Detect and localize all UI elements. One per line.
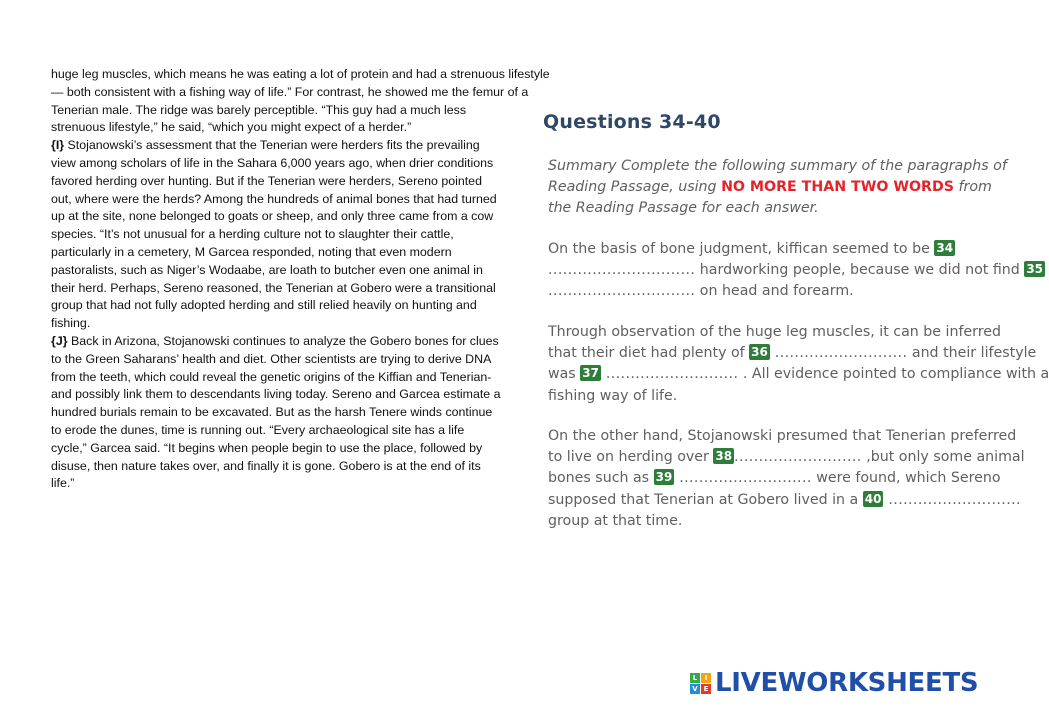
passage-text: favored herding over hunting. But if the Tenerian were herders, Sereno pointed bbox=[51, 173, 482, 188]
summary-text: hardworking people, because we did not find bbox=[695, 262, 1025, 279]
passage-text: and possibly link them to descendants living today. Sereno and Garcea estimate a bbox=[51, 387, 501, 402]
answer-blank-40[interactable]: ........................... bbox=[883, 491, 1021, 508]
questions-title: Questions 34-40 bbox=[543, 111, 721, 133]
passage-text: fishing. bbox=[51, 316, 91, 331]
passage-line bbox=[51, 297, 581, 315]
passage-text: their herd. Perhaps, Sereno reasoned, the Tenerian at Gobero were a transitional bbox=[51, 280, 496, 295]
summary-text: ,but only some animal bbox=[861, 449, 1025, 466]
summary-line bbox=[548, 239, 999, 260]
passage-line bbox=[51, 262, 581, 280]
passage-line bbox=[51, 280, 581, 298]
passage-line bbox=[51, 440, 581, 458]
passage-line bbox=[51, 422, 581, 440]
question-number-39: 39 bbox=[655, 470, 673, 485]
passage-text: pastoralists, such as Niger’s Wodaabe, are loath to butcher even one animal in bbox=[51, 262, 483, 277]
logo-icon-letter: I bbox=[701, 673, 711, 683]
instructions-text: Reading Passage, using bbox=[548, 179, 722, 196]
logo-icon-letter: V bbox=[690, 684, 700, 694]
answer-blank-36[interactable]: ........................... bbox=[769, 345, 908, 362]
summary-text: were found, which Sereno bbox=[811, 470, 1001, 487]
passage-text: hundred burials remain to be excavated. But as the harsh Tenere winds continue bbox=[51, 405, 493, 420]
passage-line bbox=[51, 173, 581, 191]
summary-line bbox=[548, 260, 1044, 281]
passage-line bbox=[51, 208, 581, 226]
summary-line: fishing way of life. bbox=[548, 387, 678, 404]
passage-line bbox=[51, 244, 581, 262]
answer-blank-37[interactable]: ........................... bbox=[600, 366, 739, 383]
paragraph-marker: {J} bbox=[51, 333, 68, 348]
question-number-36: 36 bbox=[751, 345, 768, 360]
summary-text: on head and forearm. bbox=[695, 283, 854, 300]
question-number-34: 34 bbox=[936, 241, 954, 255]
passage-line bbox=[51, 155, 581, 173]
passage-line bbox=[51, 119, 581, 137]
summary-text: On the basis of bone judgment, kiffican seemed to be bbox=[548, 241, 935, 257]
summary-text: supposed that Tenerian at Gobero lived in a bbox=[548, 491, 863, 508]
question-number-35: 35 bbox=[1026, 262, 1044, 277]
summary-line bbox=[548, 364, 1049, 385]
logo-icon-letter: L bbox=[690, 673, 700, 683]
passage-line bbox=[51, 404, 581, 422]
passage-text: disuse, then nature takes over, and finally it is gone. Gobero is at the end of its bbox=[51, 458, 481, 473]
liveworksheets-logo bbox=[690, 670, 978, 696]
answer-blank-38[interactable]: .......................... bbox=[734, 449, 862, 466]
summary-line bbox=[548, 468, 999, 489]
instructions-line: the Reading Passage for each answer. bbox=[548, 200, 819, 217]
instructions bbox=[548, 156, 1007, 220]
passage-text: to the Green Saharans’ health and diet. Other scientists are trying to derive DNA bbox=[51, 351, 492, 366]
passage-line bbox=[51, 351, 581, 369]
summary-text: and their lifestyle bbox=[907, 345, 1037, 362]
summary-text: bones such as bbox=[548, 470, 654, 487]
summary-line bbox=[548, 447, 1025, 468]
summary-line: On the other hand, Stojanowski presumed that Tenerian preferred bbox=[548, 428, 1017, 444]
answer-blank-39[interactable]: ........................... bbox=[674, 470, 812, 487]
passage-text: cycle,” Garcea said. “It begins when people begin to use the place, followed by bbox=[51, 440, 483, 455]
passage-text: strenuous lifestyle,” he said, “which you might expect of a herder.” bbox=[51, 120, 412, 135]
summary-text: . All evidence pointed to compliance with a bbox=[738, 366, 1049, 383]
passage-text: huge leg muscles, which means he was eating a lot of protein and had a strenuous lifestyle bbox=[51, 67, 550, 81]
instructions-line bbox=[548, 177, 999, 198]
logo-icon-letter: E bbox=[701, 684, 711, 694]
question-number-40: 40 bbox=[864, 491, 882, 506]
passage-line bbox=[51, 102, 581, 120]
passage-text: particularly in a cemetery, M Garcea responded, noting that even modern bbox=[51, 244, 452, 259]
passage-line bbox=[51, 315, 581, 333]
paragraph-marker: {I} bbox=[51, 138, 65, 153]
answer-blank-35[interactable]: .............................. bbox=[548, 283, 696, 300]
passage-line bbox=[51, 333, 581, 351]
logo-text: LIVEWORKSHEETS bbox=[715, 668, 979, 698]
passage-line bbox=[51, 66, 581, 84]
summary-line bbox=[548, 490, 1021, 511]
passage-text: — both consistent with a fishing way of life.” For contrast, he showed me the femur of a bbox=[51, 84, 529, 99]
passage-line bbox=[51, 137, 581, 155]
instructions-line: Summary Complete the following summary of the paragraphs of bbox=[548, 158, 1007, 174]
passage-text: from the teeth, which could reveal the genetic origins of the Kiffian and Tenerian- bbox=[51, 369, 492, 384]
passage-text: up at the site, none belonged to goats or sheep, and only three came from a cow bbox=[51, 209, 494, 224]
liveworksheets-icon bbox=[690, 673, 711, 694]
question-number-37: 37 bbox=[582, 366, 599, 381]
passage-text: group that had not fully adopted herding and still relied heavily on hunting and bbox=[51, 298, 477, 313]
summary-text: that their diet had plenty of bbox=[548, 345, 750, 362]
passage-text: view among scholars of life in the Sahara 6,000 years ago, when drier conditions bbox=[51, 155, 494, 170]
passage-text: Back in Arizona, Stojanowski continues to analyze the Gobero bones for clues bbox=[67, 333, 499, 348]
summary-line: Through observation of the huge leg muscles, it can be inferred bbox=[548, 324, 1002, 340]
question-number-38: 38 bbox=[715, 449, 733, 464]
answer-blank-34[interactable]: .............................. bbox=[548, 262, 696, 279]
reading-passage bbox=[51, 66, 581, 493]
summary-paragraph-1 bbox=[548, 239, 1044, 303]
word-limit-emphasis: NO MORE THAN TWO WORDS bbox=[721, 179, 954, 196]
summary-paragraph-2 bbox=[548, 322, 1049, 407]
summary-paragraph-3 bbox=[548, 426, 1025, 532]
passage-line bbox=[51, 458, 581, 476]
passage-line bbox=[51, 226, 581, 244]
passage-text: species. “It’s not unusual for a herding culture not to slaughter their cattle, bbox=[51, 227, 454, 242]
passage-line bbox=[51, 84, 581, 102]
passage-text: Stojanowski’s assessment that the Tenerian were herders fits the prevailing bbox=[64, 138, 480, 153]
summary-line bbox=[548, 343, 1037, 364]
summary-line bbox=[548, 281, 999, 302]
passage-text: Tenerian male. The ridge was barely perceptible. “This guy had a much less bbox=[51, 102, 467, 117]
passage-text: out, where were the herds? Among the hundreds of animal bones that had turned bbox=[51, 191, 497, 206]
summary-text: was bbox=[548, 366, 581, 383]
passage-line bbox=[51, 475, 581, 493]
summary-text: to live on herding over bbox=[548, 449, 714, 466]
passage-line bbox=[51, 369, 581, 387]
passage-line bbox=[51, 191, 581, 209]
passage-text: life.” bbox=[51, 476, 75, 491]
summary-line: group at that time. bbox=[548, 512, 683, 529]
passage-line bbox=[51, 386, 581, 404]
instructions-text: from bbox=[953, 179, 992, 196]
passage-text: to erode the dunes, time is running out. “Every archaeological site has a life bbox=[51, 422, 465, 437]
